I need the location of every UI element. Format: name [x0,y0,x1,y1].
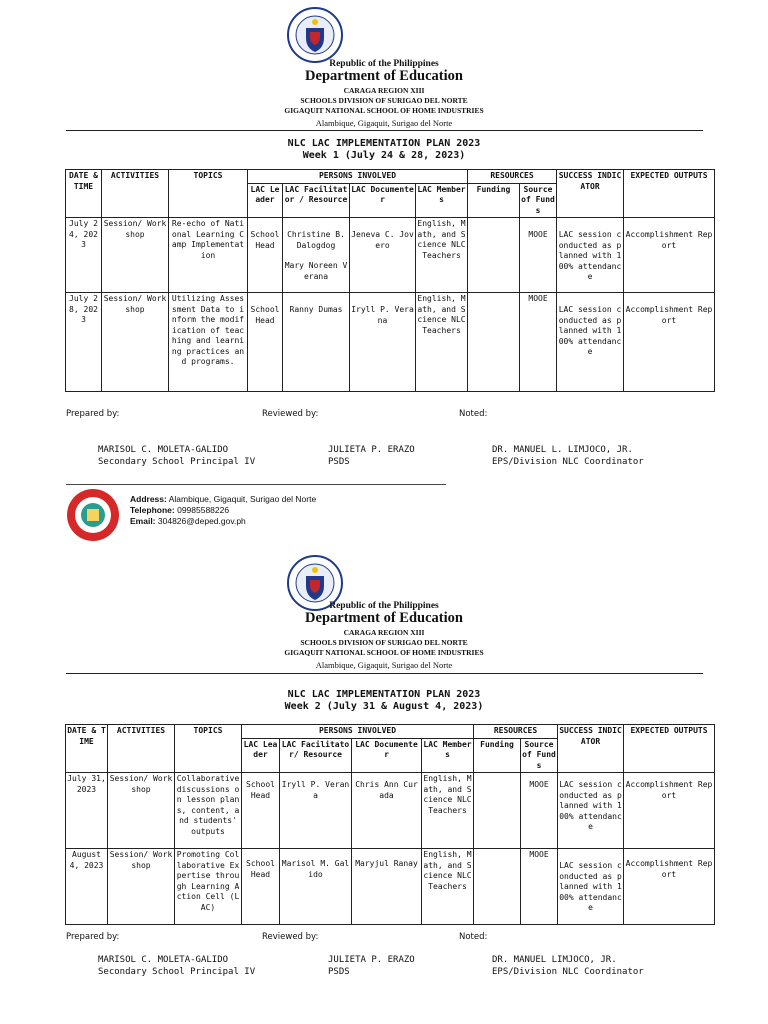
header-divider [66,673,703,674]
cell-topics: Utilizing Assessment Data to inform the modification of teaching and learning practices and programs. [169,293,248,392]
col-lac-members: LAC Members [416,183,468,218]
cell-funding [468,293,520,392]
cell-documenter: Jeneva C. Jovero [350,218,416,293]
region-line: CARAGA REGION XIII [343,86,425,95]
table-row [66,849,715,925]
cell-facilitator: Iryll P. Verana [280,773,352,849]
col-source-of-funds: Source of Funds [520,183,557,218]
cell-leader: School Head [248,218,283,293]
document-page-2 [0,548,768,1024]
division-line: SCHOOLS DIVISION OF SURIGAO DEL NORTE [300,96,468,105]
cell-documenter: Iryll P. Verana [350,293,416,392]
noted-label: Noted: [459,932,488,942]
prepared-by-name: MARISOL C. MOLETA-GALIDO [98,445,229,455]
cell-activities: Session/ Workshop [102,293,169,392]
department-name: Department of Education [305,68,463,84]
cell-outputs: Accomplishment Report [624,773,715,849]
deped-seal-icon [286,6,344,64]
noted-by-title: EPS/Division NLC Coordinator [492,457,644,467]
col-lac-documenter: LAC Documenter [352,738,422,773]
division-line: SCHOOLS DIVISION OF SURIGAO DEL NORTE [300,638,468,647]
cell-success: LAC session conducted as planned with 100% attendance [557,293,624,392]
col-persons-involved: PERSONS INVOLVED [248,170,468,184]
telephone-label: Telephone: [130,505,175,515]
col-expected-outputs: EXPECTED OUTPUTS [624,170,715,218]
col-success-indicator: SUCCESS INDICATOR [557,170,624,218]
cell-date: July 31, 2023 [66,773,108,849]
department-name: Department of Education [305,610,463,626]
prepared-by-label: Prepared by: [66,409,120,419]
reviewed-by-name: JULIETA P. ERAZO [328,445,415,455]
table-row [66,293,715,392]
col-success-indicator: SUCCESS INDICATOR [558,725,624,773]
cell-funding [474,849,521,925]
reviewed-by-label: Reviewed by: [262,409,319,419]
cell-documenter: Maryjul Ranay [352,849,422,925]
col-funding: Funding [468,183,520,218]
republic-line: Republic of the Philippines [329,59,439,69]
cell-date: July 24, 2023 [66,218,102,293]
week-title: Week 1 (July 24 & 28, 2023) [302,150,466,161]
col-lac-leader: LAC Leader [248,183,283,218]
table-header-row [66,725,715,739]
cell-facilitator [283,218,350,293]
table-row [66,773,715,849]
cell-documenter: Chris Ann Curada [352,773,422,849]
cell-source: MOOE [520,293,557,392]
prepared-by-label: Prepared by: [66,932,120,942]
col-date: DATE & TIME [66,170,102,218]
footer-email [130,516,316,527]
implementation-plan-table [65,724,715,925]
telephone-value: 09985588226 [177,505,230,515]
table-row [66,218,715,293]
facilitator-name-2: Mary Noreen Verana [284,261,348,281]
cell-source: MOOE [521,773,558,849]
table-header-row [66,170,715,184]
prepared-by-title: Secondary School Principal IV [98,967,256,977]
header-divider [66,130,703,131]
cell-date: July 28, 2023 [66,293,102,392]
col-lac-members: LAC Members [422,738,474,773]
cell-members: English, Math, and Science NLC Teachers [416,218,468,293]
cell-members: English, Math, and Science NLC Teachers [422,849,474,925]
school-logo-icon [66,488,120,542]
cell-funding [468,218,520,293]
cell-success: LAC session conducted as planned with 100% attendance [557,218,624,293]
school-line: GIGAQUIT NATIONAL SCHOOL OF HOME INDUSTRIES [284,106,484,115]
cell-outputs: Accomplishment Report [624,849,715,925]
region-line: CARAGA REGION XIII [343,628,425,637]
cell-success: LAC session conducted as planned with 100% attendance [558,849,624,925]
facilitator-name: Christine B. Dalogdog [287,230,345,250]
cell-date: August 4, 2023 [66,849,108,925]
col-source-of-funds: Source of Funds [521,738,558,773]
col-date: DATE & TIME [66,725,108,773]
cell-members: English, Math, and Science NLC Teachers [422,773,474,849]
footer-contact [130,494,316,527]
reviewed-by-label: Reviewed by: [262,932,319,942]
cell-topics: Re-echo of National Learning Camp Implementation [169,218,248,293]
col-lac-facilitator: LAC Facilitator/ Resource [280,738,352,773]
email-label: Email: [130,516,156,526]
cell-source: MOOE [520,218,557,293]
cell-topics: Promoting Collaborative Expertise through Learning Action Cell (LAC) [175,849,242,925]
col-lac-facilitator: LAC Facilitator / Resource [283,183,350,218]
col-persons-involved: PERSONS INVOLVED [242,725,474,739]
cell-activities: Session/ Workshop [108,773,175,849]
cell-funding [474,773,521,849]
col-funding: Funding [474,738,521,773]
address-value: Alambique, Gigaquit, Surigao del Norte [168,494,317,504]
footer-divider [66,484,446,485]
prepared-by-title: Secondary School Principal IV [98,457,256,467]
reviewed-by-name: JULIETA P. ERAZO [328,955,415,965]
noted-by-name: DR. MANUEL LIMJOCO, JR. [492,955,617,965]
cell-outputs: Accomplishment Report [624,218,715,293]
prepared-by-name: MARISOL C. MOLETA-GALIDO [98,955,229,965]
footer-telephone [130,505,316,516]
col-resources: RESOURCES [474,725,558,739]
cell-topics: Collaborative discussions on lesson plans, content, and students' outputs [175,773,242,849]
footer-address [130,494,316,505]
week-title: Week 2 (July 31 & August 4, 2023) [284,701,484,712]
cell-activities: Session/ Workshop [108,849,175,925]
cell-members: English, Math, and Science NLC Teachers [416,293,468,392]
col-activities: ACTIVITIES [102,170,169,218]
col-lac-documenter: LAC Documenter [350,183,416,218]
col-resources: RESOURCES [468,170,557,184]
cell-leader: School Head [248,293,283,392]
plan-title: NLC LAC IMPLEMENTATION PLAN 2023 [287,689,481,700]
col-topics: TOPICS [169,170,248,218]
col-lac-leader: LAC Leader [242,738,280,773]
cell-outputs: Accomplishment Report [624,293,715,392]
school-address: Alambique, Gigaquit, Surigao del Norte [315,660,453,670]
cell-source: MOOE [521,849,558,925]
cell-success: LAC session conducted as planned with 100% attendance [558,773,624,849]
email-value: 304826@deped.gov.ph [157,516,246,526]
reviewed-by-title: PSDS [328,967,350,977]
cell-activities: Session/ Workshop [102,218,169,293]
cell-facilitator: Marisol M. Galido [280,849,352,925]
cell-leader: School Head [242,773,280,849]
col-activities: ACTIVITIES [108,725,175,773]
cell-facilitator: Ranny Dumas [283,293,350,392]
school-line: GIGAQUIT NATIONAL SCHOOL OF HOME INDUSTRIES [284,648,484,657]
col-expected-outputs: EXPECTED OUTPUTS [624,725,715,773]
noted-by-name: DR. MANUEL L. LIMJOCO, JR. [492,445,633,455]
plan-title: NLC LAC IMPLEMENTATION PLAN 2023 [287,138,481,149]
col-topics: TOPICS [175,725,242,773]
noted-by-title: EPS/Division NLC Coordinator [492,967,644,977]
school-address: Alambique, Gigaquit, Surigao del Norte [315,118,453,128]
address-label: Address: [130,494,167,504]
republic-line: Republic of the Philippines [329,601,439,611]
reviewed-by-title: PSDS [328,457,350,467]
noted-label: Noted: [459,409,488,419]
implementation-plan-table [65,169,715,392]
cell-leader: School Head [242,849,280,925]
